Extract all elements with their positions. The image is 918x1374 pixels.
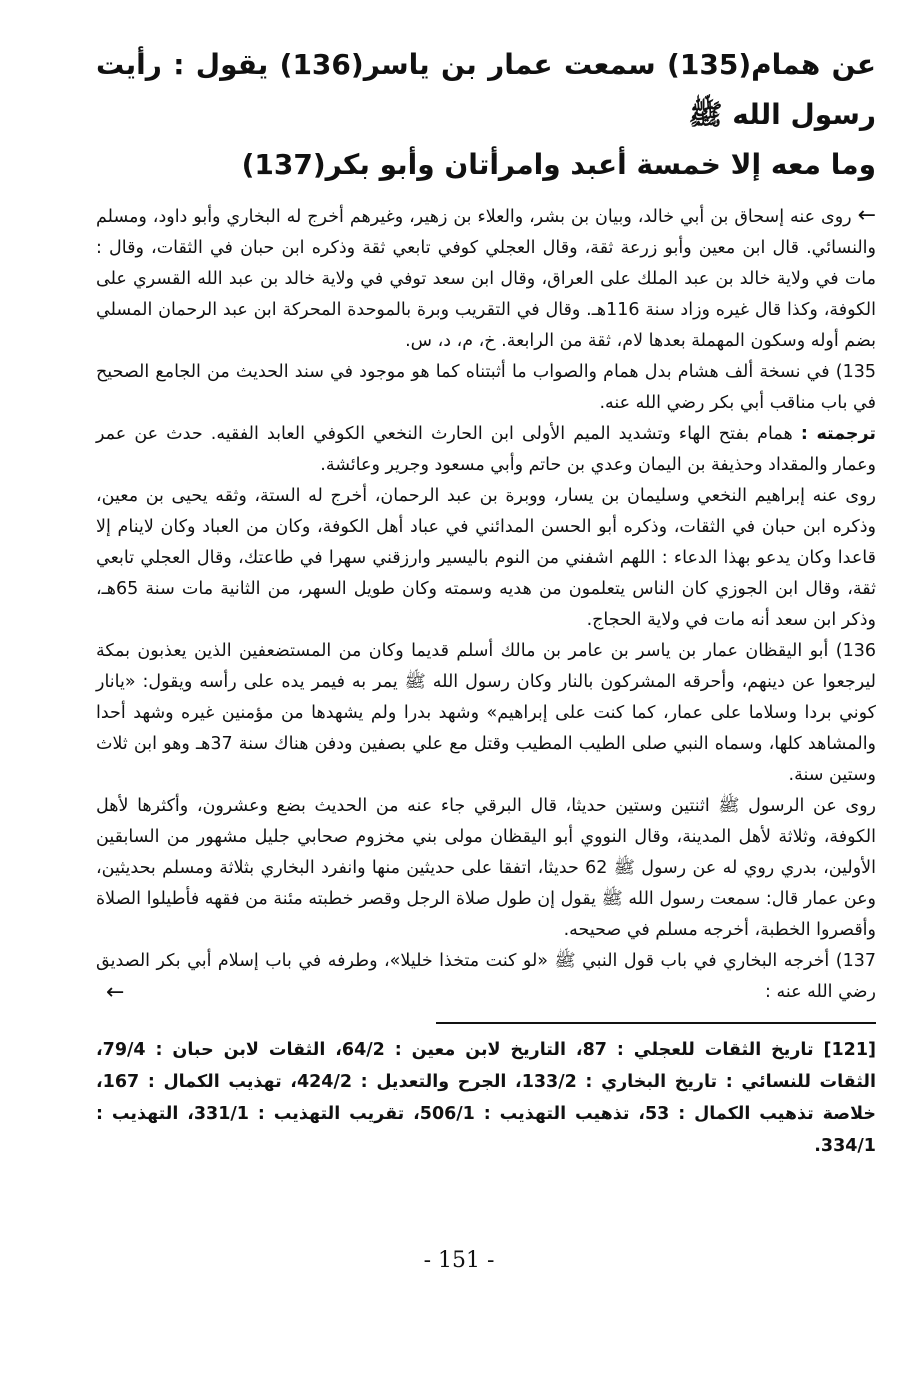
page-body — [96, 40, 876, 1162]
hadith-line-2: وما معه إلا خمسة أعبد وامرأتان وأبو بكر(137) — [241, 148, 876, 181]
footnotes — [96, 200, 876, 1004]
tarjama-text: همام بفتح الهاء وتشديد الميم الأولى ابن الحارث النخعي الكوفي العابد الفقيه. حدث عن عمر وعمار والمقداد وحذيفة بن اليمان وعدي بن حاتم وأبي مسعود وجرير وعائشة. — [96, 424, 876, 475]
note-137: 137) أخرجه البخاري في باب قول النبي ﷺ «لو كنت متخذا خليلا»، وطرفه في باب إسلام أبي بكر الصديق رضي الله عنه : — [96, 951, 876, 1002]
note-136: 136) أبو اليقظان عمار بن ياسر بن عامر بن مالك أسلم قديما وكان من المستضعفين الذين يعذبون بمكة ليرجعوا عن دينهم، وأحرقه المشركون بالنار وكان رسول الله ﷺ يمر به فيمر يده على رأسه ويقول: «يانار كوني بردا وسلاما على عمار، كما كنت على إبراهيم» وشهد بدرا ولم يشهدها من مؤمنين غيره وشهد أحدا والمشاهد كلها، وسماه النبي صلى الطيب المطيب وقتل مع علي بصفين ودفن هناك سنة 37هـ وهو ابن ثلاث وستين سنة. — [96, 641, 877, 785]
page-number: - 151 - — [423, 1248, 495, 1273]
tarjama-paragraph — [96, 419, 876, 481]
hammam-paragraph: روى عنه إبراهيم النخعي وسليمان بن يسار، ووبرة بن عبد الرحمان، أخرج له الستة، وثقه يحيى بن معين، وذكره ابن حبان في الثقات، وذكره أبو الحسن المدائني في عباد أهل الكوفة، وكان من العباد وكان لاينام إلا قاعدا وكان يدعو بهذا الدعاء : اللهم اشفني من النوم باليسير وارزقني سهرا في طاعتك، وقال العجلي تابعي ثقة، وقال ابن الجوزي كان الناس يتعلمون من هديه وسمته وكان طويل السهر، من الثانية مات سنة 65هـ، وذكر ابن سعد أنه مات في ولاية الحجاج. — [96, 486, 876, 630]
continuation-arrow-icon: ← — [106, 980, 125, 1005]
hadith-text — [96, 40, 876, 190]
note-continuation — [96, 200, 876, 357]
references — [96, 1034, 876, 1162]
hadith-line-1: عن همام(135) سمعت عمار بن ياسر(136) يقول : رأيت رسول الله ﷺ — [96, 48, 877, 131]
note-135: 135) في نسخة ألف هشام بدل همام والصواب ما أثبتناه كما هو موجود في سند الحديث من الجامع الصحيح في باب مناقب أبي بكر رضي الله عنه. — [96, 362, 876, 413]
continuation-arrow-icon: ← — [857, 203, 876, 228]
references-text: [121] تاريخ الثقات للعجلي : 87، التاريخ لابن معين : 64/2، الثقات لابن حبان : 79/4، الثقات للنسائي : تاريخ البخاري : 133/2، الجرح والتعديل : 424/2، تهذيب الكمال : 167، خلاصة تذهيب الكمال : 53، تذهيب التهذيب : 506/1، تقريب التهذيب : 331/1، التهذيب : 334/1. — [96, 1040, 876, 1156]
footnote-divider — [436, 1022, 876, 1024]
ammar-paragraph: روى عن الرسول ﷺ اثنتين وستين حديثا، قال البرقي جاء عنه من الحديث بضع وعشرون، وأكثرها لأهل الكوفة، وثلاثة لأهل المدينة، وقال النووي أبو اليقظان مولى بني مخزوم صحابي جليل مشهور من السابقين الأولين، بدري روي له عن رسول ﷺ 62 حديثا، اتفقا على حديثين منها وانفرد البخاري بثلاثة ومسلم بحديثين، وعن عمار قال: سمعت رسول الله ﷺ يقول إن طول صلاة الرجل وقصر خطبته مئنة من فقهه فأطيلوا الصلاة وأقصروا الخطبة، أخرجه مسلم في صحيحه. — [96, 796, 876, 940]
tarjama-label: ترجمته : — [800, 424, 876, 444]
note-continuation-text: روى عنه إسحاق بن أبي خالد، وبيان بن بشر، والعلاء بن زهير، وغيرهم أخرج له البخاري وأبو داود، ومسلم والنسائي. قال ابن معين وأبو زرعة ثقة، وقال العجلي كوفي تابعي ثقة وذكره ابن حبان في الثقات، وقال : مات في ولاية خالد بن عبد الملك على العراق، وقال ابن سعد توفي في ولاية خالد بن عبد الله القسري على الكوفة، وكذا قال غيره وزاد سنة 116هـ. وقال في التقريب وبرة بالموحدة المحركة ابن عبد الرحمان المسلي بضم أوله وسكون المهملة بعدها لام، ثقة من الرابعة. خ، م، د، س. — [96, 207, 876, 351]
